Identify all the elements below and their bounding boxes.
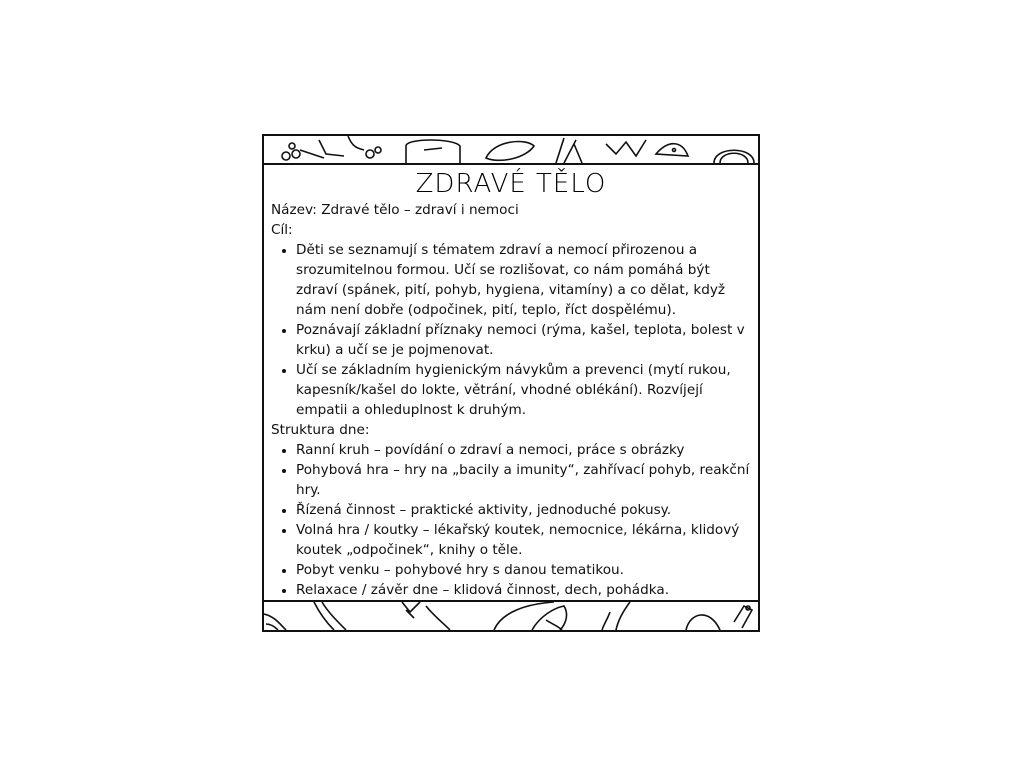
page-title: ZDRAVÉ TĚLO: [415, 169, 607, 199]
structure-list: [271, 440, 751, 600]
doodle-border-top: [264, 136, 758, 165]
goals-list: [271, 240, 751, 420]
structure-item: • Pohybová hra – hry na „bacily a imunity“, zahřívací pohyb, reakční hry.: [296, 460, 751, 500]
doodle-border-bottom: [264, 600, 758, 630]
structure-item: • Relaxace / závěr dne – klidová činnost, dech, pohádka.: [296, 580, 751, 600]
structure-item: • Ranní kruh – povídání o zdraví a nemoci, práce s obrázky: [296, 440, 751, 460]
structure-item: • Řízená činnost – praktické aktivity, jednoduché pokusy.: [296, 500, 751, 520]
structure-item: • Pobyt venku – pohybové hry s danou tematikou.: [296, 560, 751, 580]
goal-item: • Učí se základním hygienickým návykům a prevenci (mytí rukou, kapesník/kašel do lokte, větrání, vhodné oblékání). Rozvíjejí empatii a ohleduplnost k druhým.: [296, 360, 751, 420]
lesson-card: [262, 134, 760, 632]
goal-heading: Cíl:: [271, 222, 293, 238]
name-line: Název: Zdravé tělo – zdraví i nemoci: [271, 202, 519, 218]
structure-item: • Volná hra / koutky – lékařský koutek, nemocnice, lékárna, klidový koutek „odpočinek“, knihy o těle.: [296, 520, 751, 560]
structure-heading: Struktura dne:: [271, 422, 370, 438]
goal-item: • Děti se seznamují s tématem zdraví a nemocí přirozenou a srozumitelnou formou. Učí se rozlišovat, co nám pomáhá být zdraví (spánek, pití, pohyb, hygiena, vitamíny) a co dělat, když nám není dobře (odpočinek, pití, teplo, říct dospělému).: [296, 240, 751, 320]
card-content: [264, 165, 758, 600]
goal-item: • Poznávají základní příznaky nemoci (rýma, kašel, teplota, bolest v krku) a učí se je pojmenovat.: [296, 320, 751, 360]
